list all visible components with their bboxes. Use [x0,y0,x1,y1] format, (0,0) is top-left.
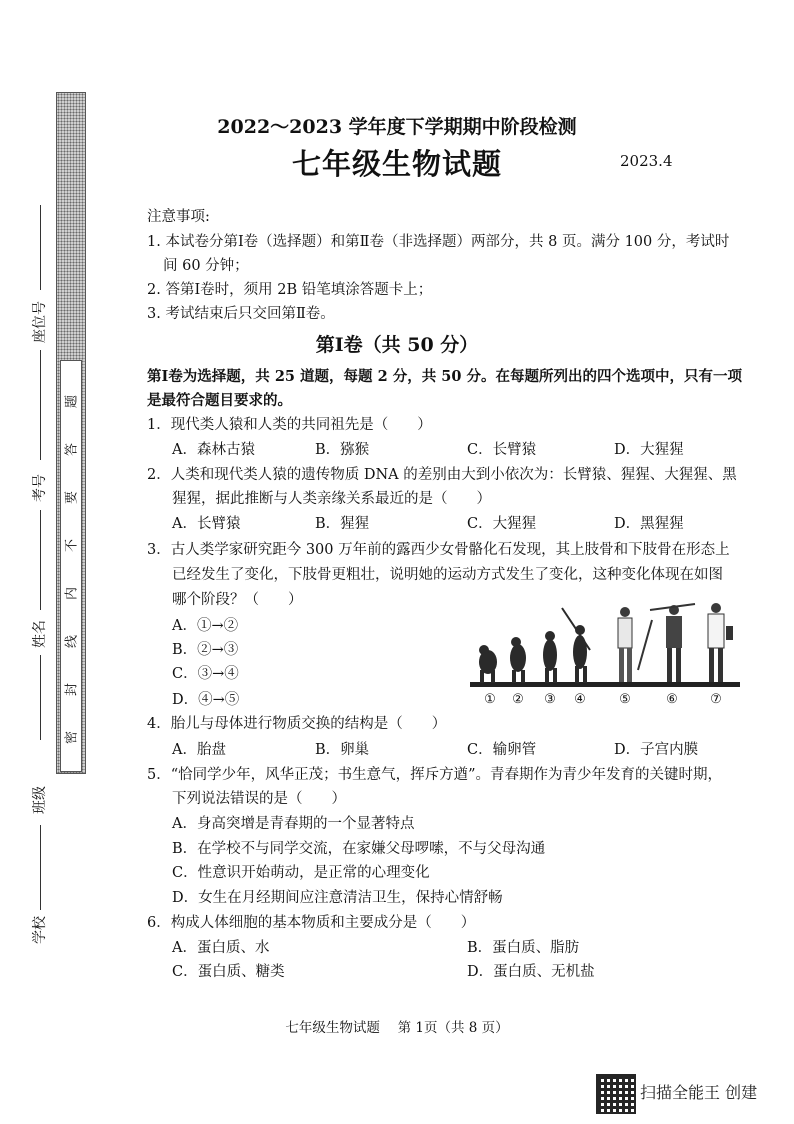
question-stem: 猩猩，据此推断与人类亲缘关系最近的是（ ） [172,491,491,507]
note-item: 1. 本试卷分第Ⅰ卷（选择题）和第Ⅱ卷（非选择题）两部分，共 8 页。满分 100 分，考试时 [147,234,730,250]
figure-label: ⑤ [619,692,631,707]
option-a: A．①→② [172,618,239,634]
question-stem: 5．“恰同学少年，风华正茂；书生意气，挥斥方遒”。青春期作为青少年发育的关键时期， [147,767,723,783]
note-item: 间 60 分钟； [163,258,249,274]
seal-line-box [60,360,82,772]
notes-heading: 注意事项: [147,209,210,225]
evolution-figure-svg [470,600,740,710]
seal-char: 答 [64,443,80,457]
question-stem: 3．古人类学家研究距今 300 万年前的露西少女骨骼化石发现，其上肢骨和下肢骨在形态上 [147,542,730,558]
seal-char: 封 [64,683,80,697]
note-item: 3. 考试结束后只交回第Ⅱ卷。 [147,306,335,322]
exam-number-label: 考号 [32,474,48,502]
seal-char: 密 [64,731,80,745]
question-stem: 6．构成人体细胞的基本物质和主要成分是（ ） [147,915,476,931]
exam-title: 2022～2023 学年度下学期期中阶段检测 [217,116,577,138]
option-a: A．蛋白质、水 [172,940,270,956]
option-d: D．女生在月经期间应注意清洁卫生，保持心情舒畅 [172,890,503,906]
seal-char: 线 [64,635,80,649]
seat-number-line [40,205,41,290]
figure-label: ⑥ [666,692,678,707]
option-a: A．胎盘 [172,742,226,758]
option-b: B．猕猴 [315,442,370,458]
evolution-figure [470,600,740,710]
class-line [40,655,41,740]
figure-label: ① [484,692,496,707]
question-stem: 已经发生了变化，下肢骨更粗壮，说明她的运动方式发生了变化，这种变化体现在如图 [172,567,723,583]
question-stem: 2．人类和现代类人猿的遗传物质 DNA 的差别由大到小依次为：长臂猿、猩猩、大猩猩、黑 [147,467,737,483]
option-d: D．黑猩猩 [614,516,684,532]
figure-label: ② [512,692,524,707]
option-c: C．性意识开始萌动，是正常的心理变化 [172,865,430,881]
seal-char: 内 [64,587,80,601]
question-stem: 下列说法错误的是（ ） [172,791,346,807]
option-c: C．③→④ [172,666,239,682]
page-footer: 七年级生物试题 第 1页（共 8 页） [285,1020,509,1036]
option-d: D．子宫内膜 [614,742,699,758]
section-intro: 是最符合题目要求的。 [147,392,292,409]
seat-number-label: 座位号 [32,301,48,343]
qr-code-icon [596,1074,636,1114]
name-label: 姓名 [32,620,48,648]
option-a: A．身高突增是青春期的一个显著特点 [172,816,415,832]
question-stem: 哪个阶段？（ ） [172,592,303,608]
exam-date: 2023.4 [620,152,673,170]
option-d: D．④→⑤ [172,692,240,708]
figure-label: ④ [574,692,586,707]
note-item: 2. 答第Ⅰ卷时，须用 2B 铅笔填涂答题卡上； [147,282,433,298]
subject-title: 七年级生物试题 [291,147,502,181]
option-b: B．猩猩 [315,516,370,532]
exam-number-line [40,350,41,460]
option-d: D．大猩猩 [614,442,684,458]
seal-char: 要 [64,491,80,505]
school-line [40,825,41,910]
option-d: D．蛋白质、无机盐 [467,964,595,980]
name-line [40,510,41,610]
seal-char: 不 [64,539,80,553]
question-stem: 1．现代类人猿和人类的共同祖先是（ ） [147,417,432,433]
option-b: B．在学校不与同学交流，在家嫌父母啰嗦，不与父母沟通 [172,841,546,857]
option-c: C．长臂猿 [467,442,537,458]
question-stem: 4．胎儿与母体进行物质交换的结构是（ ） [147,716,447,732]
scanner-watermark: 扫描全能王 创建 [640,1083,758,1102]
section-intro: 第Ⅰ卷为选择题，共 25 道题，每题 2 分，共 50 分。在每题所列出的四个选项中，只有一项 [147,368,743,385]
option-c: C．输卵管 [467,742,537,758]
option-a: A．长臂猿 [172,516,241,532]
option-b: B．蛋白质、脂肪 [467,940,580,956]
option-b: B．②→③ [172,642,239,658]
option-c: C．蛋白质、糖类 [172,964,285,980]
figure-label: ③ [544,692,556,707]
seal-char: 题 [64,395,80,409]
option-b: B．卵巢 [315,742,370,758]
figure-label: ⑦ [710,692,722,707]
section-title: 第Ⅰ卷（共 50 分） [315,334,479,356]
option-a: A．森林古猿 [172,442,255,458]
school-label: 学校 [32,916,48,944]
class-label: 班级 [32,786,48,814]
option-c: C．大猩猩 [467,516,537,532]
